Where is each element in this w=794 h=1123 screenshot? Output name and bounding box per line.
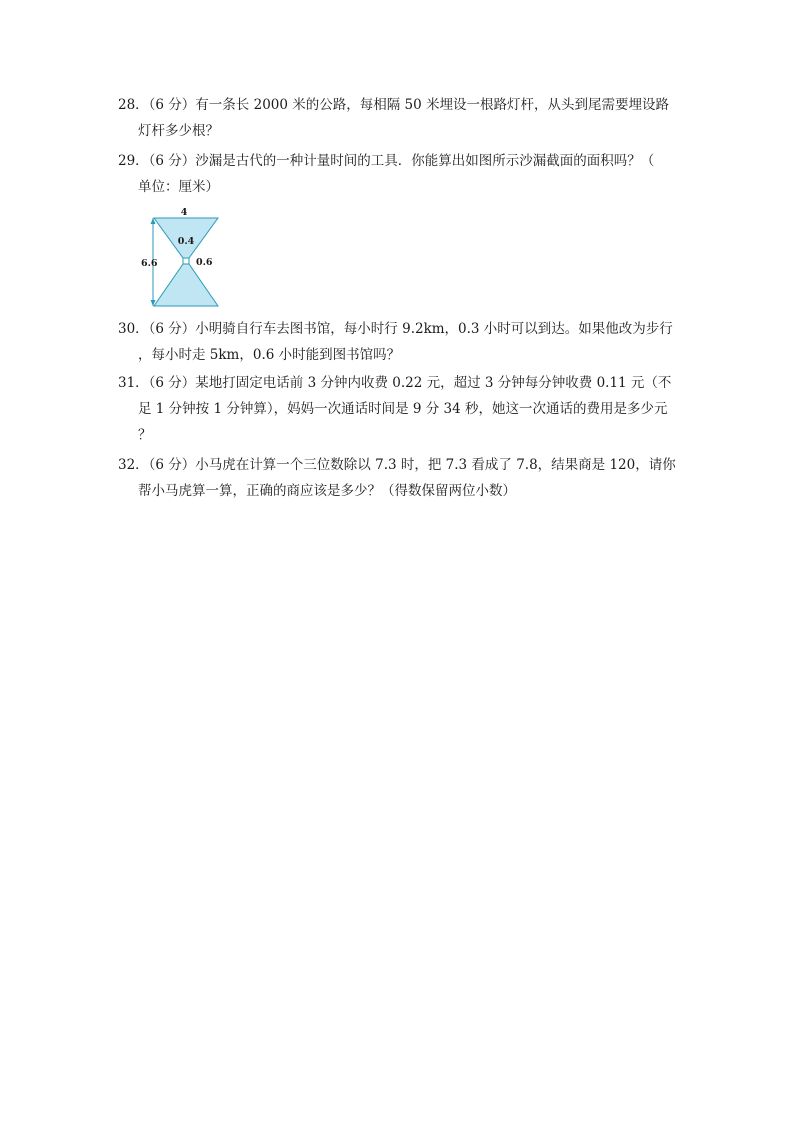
problem-32 <box>118 452 678 504</box>
problem-32-line-2: 帮小马虎算一算，正确的商应该是多少？（得数保留两位小数） <box>138 483 516 499</box>
problem-29-line-2: 单位：厘米） <box>138 179 219 195</box>
problem-31-line-3: ？ <box>138 427 152 443</box>
hourglass-neck <box>183 258 189 264</box>
problem-32-line-1: 32．（6 分）小马虎在计算一个三位数除以 7.3 时，把 7.3 看成了 7.8，结果商是 120，请你 <box>118 457 676 473</box>
label-neck-height: 0.4 <box>177 236 195 247</box>
problem-30-line-2: ，每小时走 5km，0.6 小时能到图书馆吗？ <box>138 347 401 363</box>
label-neck-width: 0.6 <box>196 257 213 268</box>
label-top-width: 4 <box>180 207 188 218</box>
problem-31-line-2: 足 1 分钟按 1 分钟算），妈妈一次通话时间是 9 分 34 秒，她这一次通话的费用是多少元 <box>138 401 668 417</box>
hourglass-figure <box>136 204 236 312</box>
label-total-height: 6.6 <box>141 258 158 269</box>
problem-30-line-1: 30．（6 分）小明骑自行车去图书馆，每小时行 9.2km，0.3 小时可以到达。如果他改为步行 <box>118 321 673 337</box>
problem-29-line-1: 29．（6 分）沙漏是古代的一种计量时间的工具．你能算出如图所示沙漏截面的面积吗？（ <box>118 153 655 169</box>
hourglass-diagram <box>136 204 236 312</box>
problem-30 <box>118 316 678 368</box>
problem-28-line-2: 灯杆多少根？ <box>138 123 219 139</box>
problem-28-line-1: 28．（6 分）有一条长 2000 米的公路，每相隔 50 米埋设一根路灯杆，从头到尾需要埋设路 <box>118 97 670 113</box>
problem-31 <box>118 370 678 448</box>
hourglass-bottom-triangle <box>154 264 218 306</box>
problem-28 <box>118 92 678 144</box>
problem-29 <box>118 148 678 200</box>
problem-31-line-1: 31．（6 分）某地打固定电话前 3 分钟内收费 0.22 元，超过 3 分钟每分钟收费 0.11 元（不 <box>118 375 672 391</box>
